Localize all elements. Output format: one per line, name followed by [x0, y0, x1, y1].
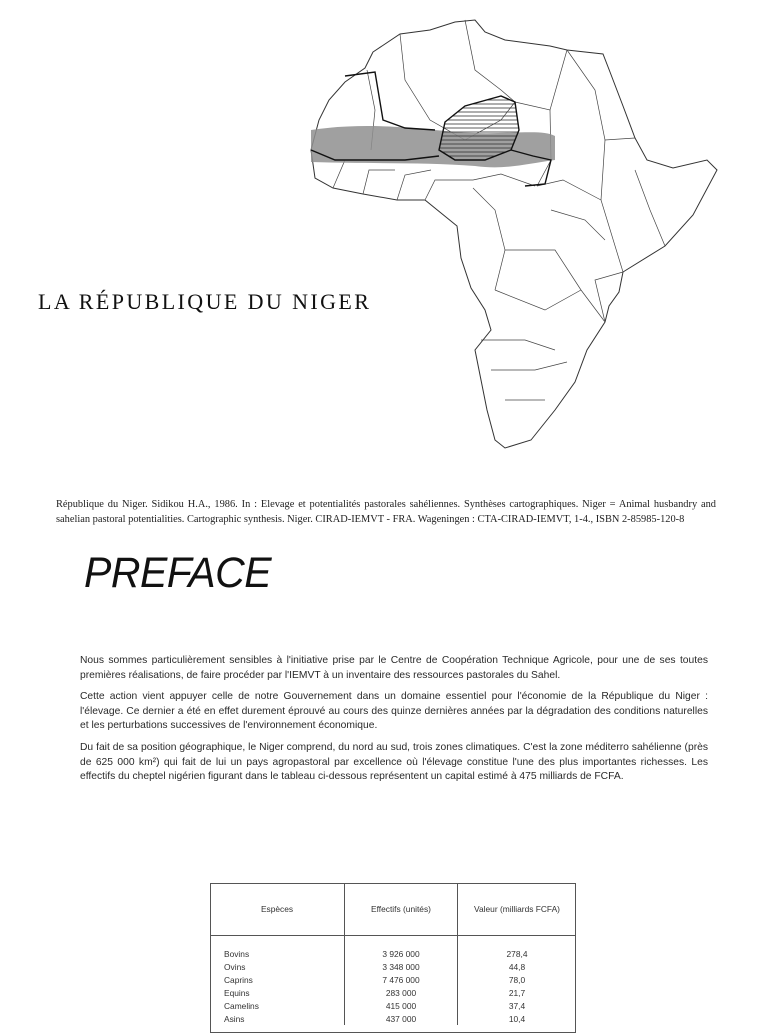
species-cell: Equins — [224, 987, 250, 998]
page-title: LA RÉPUBLIQUE DU NIGER — [38, 289, 372, 314]
species-cell: Caprins — [224, 974, 253, 985]
table-row — [210, 936, 576, 961]
bibliographic-citation: République du Niger. Sidikou H.A., 1986. In : Elevage et potentialités pastorales sahéliennes. Synthèses cartographiques. Niger = Animal husbandry and sahelian pastoral potentialities. Cartographic synthesis. Niger. CIRAD-IEMVT - FRA. Wageningen : CTA-CIRAD-IEMVT, 1-4., ISBN 2-85985-120-8 — [56, 499, 716, 525]
preface-body — [80, 654, 708, 792]
column-header-species: Espèces — [210, 883, 345, 936]
species-cell: Asins — [224, 1013, 245, 1024]
value-cell: 10,4 — [458, 1012, 577, 1025]
table-row — [210, 986, 576, 999]
headcount-cell: 283 000 — [345, 986, 458, 999]
value-cell: 78,0 — [458, 973, 577, 986]
headcount-cell: 3 926 000 — [345, 936, 458, 961]
value-cell: 44,8 — [458, 960, 577, 973]
niger-country — [439, 96, 519, 160]
table-row — [210, 960, 576, 973]
column-header-value: Valeur (milliards FCFA) — [458, 883, 577, 936]
species-cell: Ovins — [224, 961, 246, 972]
livestock-table — [210, 883, 576, 1025]
continent-outline — [311, 20, 717, 448]
value-cell: 37,4 — [458, 999, 577, 1012]
preface-paragraph: Du fait de sa position géographique, le Niger comprend, du nord au sud, trois zones climatiques. C'est la zone méditerro sahélienne (près de 625 000 km²) qui fait de lui un pays agropastoral par excellence où l'élevage constitue l'une des plus importantes richesses. Les effectifs du cheptel nigérien figurant dans le tableau ci-dessous représentent un capital estimé à 475 milliards de FCFA. — [80, 741, 708, 783]
preface-paragraph: Nous sommes particulièrement sensibles à l'initiative prise par le Centre de Coopération Technique Agricole, pour une de ses toutes premières réalisations, de faire procéder par l'IEMVT à un inventaire des ressources pastorales du Sahel. — [80, 655, 708, 681]
headcount-cell: 3 348 000 — [345, 960, 458, 973]
preface-heading: PREFACE — [84, 548, 272, 597]
africa-map — [305, 10, 725, 455]
value-cell: 278,4 — [458, 936, 577, 961]
table-row — [210, 1012, 576, 1025]
headcount-cell: 415 000 — [345, 999, 458, 1012]
species-cell: Bovins — [224, 948, 250, 959]
table-header-row — [210, 883, 576, 936]
headcount-cell: 7 476 000 — [345, 973, 458, 986]
value-cell: 21,7 — [458, 986, 577, 999]
table-row — [210, 999, 576, 1012]
preface-paragraph: Cette action vient appuyer celle de notre Gouvernement dans un domaine essentiel pour l'économie de la République du Niger : l'élevage. Ce dernier a été en effet durement éprouvé au cours des quinze dernières années par la dégradation des conditions naturelles et les perturbations successives de l'environnement économique. — [80, 691, 708, 732]
species-cell: Camelins — [224, 1000, 259, 1011]
country-borders — [333, 20, 665, 400]
headcount-cell: 437 000 — [345, 1012, 458, 1025]
table-row — [210, 973, 576, 986]
column-header-headcount: Effectifs (unités) — [345, 883, 458, 936]
